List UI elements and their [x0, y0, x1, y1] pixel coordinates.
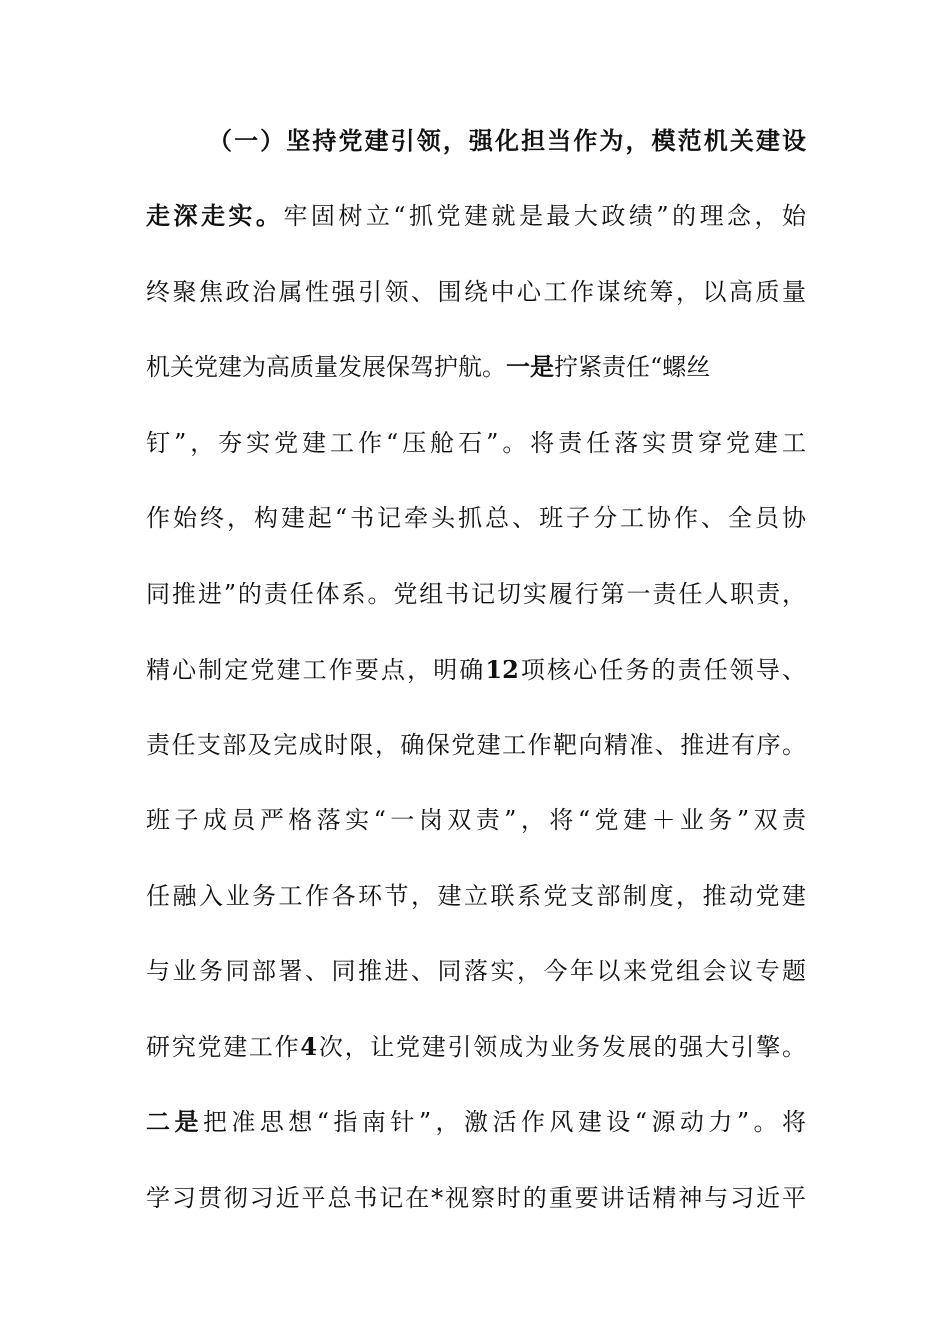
meeting-count: 4 — [300, 1032, 318, 1061]
paragraph-line-7 — [146, 650, 806, 690]
task-count: 12 — [485, 655, 519, 684]
section-heading-line — [208, 121, 806, 161]
body-text: 终聚焦政治属性强引领、围绕中心工作谋统筹，以高质量 — [146, 278, 806, 306]
body-text: 任融入业务工作各环节，建立联系党支部制度，推动党建 — [146, 882, 806, 910]
body-text: 同推进”的责任体系。党组书记切实履行第一责任人职责， — [146, 580, 806, 608]
body-text: 与业务同部署、同推进、同落实，今年以来党组会议专题 — [146, 957, 806, 985]
point-label-two: 二是 — [146, 1107, 203, 1136]
paragraph-line-1 — [146, 196, 806, 236]
paragraph-line-10 — [146, 876, 806, 916]
body-text: 把准思想“指南针”，激活作风建设“源动力”。将 — [202, 1108, 807, 1136]
paragraph-line-5 — [146, 498, 806, 538]
paragraph-line-6 — [146, 574, 806, 614]
body-text: 研究党建工作 — [146, 1033, 301, 1061]
paragraph-line-13 — [146, 1102, 806, 1142]
point-label-one: 一是 — [506, 352, 554, 381]
paragraph-line-9 — [146, 800, 806, 840]
body-text: 拧紧责任“螺丝 — [554, 353, 711, 381]
paragraph-line-8 — [146, 725, 806, 765]
body-text: 班子成员严格落实“一岗双责”，将“党建＋业务”双责 — [146, 806, 806, 834]
body-text: 机关党建为高质量发展保驾护航。 — [146, 353, 506, 381]
body-text: 精心制定党建工作要点，明确 — [146, 656, 486, 684]
paragraph-line-12 — [146, 1027, 806, 1067]
paragraph-line-3 — [146, 347, 806, 387]
body-text: 责任支部及完成时限，确保党建工作靶向精准、推进有序。 — [146, 731, 806, 759]
body-text: 作始终，构建起“书记牵头抓总、班子分工协作、全员协 — [146, 504, 806, 532]
paragraph-line-14 — [146, 1178, 806, 1218]
heading-continuation: 走深走实。 — [146, 201, 284, 230]
body-text: 钉”，夯实党建工作“压舱石”。将责任落实贯穿党建工 — [146, 429, 806, 457]
body-text: 牢固树立“抓党建就是最大政绩”的理念，始 — [283, 202, 806, 230]
body-text: 学习贯彻习近平总书记在*视察时的重要讲话精神与习近平 — [146, 1184, 806, 1212]
paragraph-line-4 — [146, 423, 806, 463]
body-text: 项核心任务的责任领导、 — [518, 656, 807, 684]
body-text: 次，让党建引领成为业务发展的强大引擎。 — [317, 1033, 807, 1061]
section-heading: （一）坚持党建引领，强化担当作为，模范机关建设 — [208, 126, 806, 155]
paragraph-line-11 — [146, 951, 806, 991]
paragraph-line-2 — [146, 272, 806, 312]
